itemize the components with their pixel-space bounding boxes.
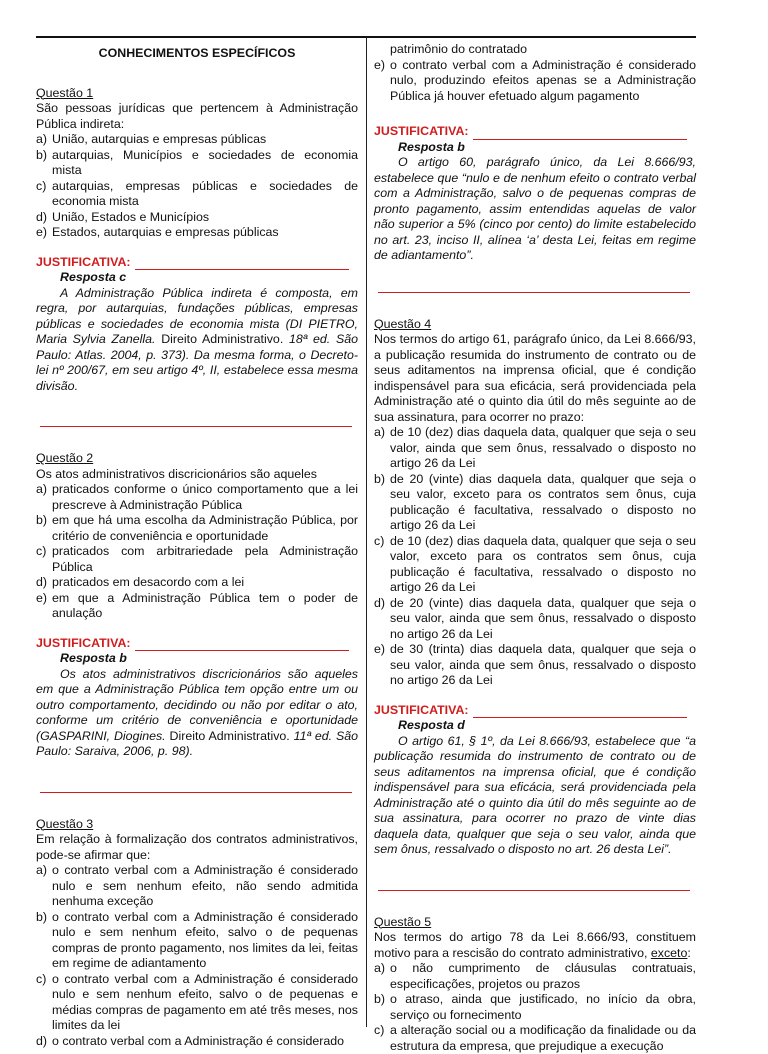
answer-label: Resposta d <box>374 718 696 734</box>
separator-rule <box>378 292 690 293</box>
option-d: d) de 20 (vinte) dias daquela data, qualquer que seja o seu valor, ainda que sem ônus, ressalvado o disposto no artigo 26 da Lei <box>374 596 696 643</box>
right-column <box>374 42 696 1054</box>
question-title: Questão 2 <box>36 451 358 467</box>
question-2 <box>36 451 358 760</box>
justification-text: O artigo 61, § 1º, da Lei 8.666/93, estabelece que “a publicação resumida do instrumento de contrato ou de seus aditamentos na imprensa oficial, que é condição indispensável para sua eficácia, será providenciada pela Administração até o quinto dia útil do mês seguinte ao de sua assinatura, para ocorrer no prazo de vinte dias daquela data, qualquer que seja o seu valor, ainda que sem ônus, ressalvado o disposto no art. 26 desta Lei”. <box>374 734 696 858</box>
question-3-continued <box>374 42 696 264</box>
option-d: d) praticados em desacordo com a lei <box>36 575 358 591</box>
option-d: d) o contrato verbal com a Administração é considerado <box>36 1034 358 1050</box>
option-b: b) de 20 (vinte) dias daquela data, qualquer que seja o seu valor, exceto para os contratos sem ônus, cuja publicação é facultativa, ressalvado o disposto no artigo 26 da Lei <box>374 472 696 534</box>
option-e: e) o contrato verbal com a Administração é considerado nulo, produzindo efeitos apenas se a Administração Pública já houver efetuado algum pagamento <box>374 58 696 105</box>
section-title: CONHECIMENTOS ESPECÍFICOS <box>36 46 358 62</box>
justification-text: Os atos administrativos discricionários são aqueles em que a Administração Pública tem opção entre um ou outro comportamento, decidindo ou não por editar o ato, conforme um critério de conveniência e oportunidade (GASPARINI, Diogines. Direito Administrativo. 11ª ed. São Paulo: Saraiva, 2006, p. 98). <box>36 667 358 760</box>
justificativa-heading: JUSTIFICATIVA: <box>36 636 358 652</box>
question-stem: Nos termos do artigo 78 da Lei 8.666/93, constituem motivo para a rescisão do contrato administrativo, exceto: <box>374 930 696 961</box>
question-stem: Os atos administrativos discricionários são aqueles <box>36 467 358 483</box>
justification-text: O artigo 60, parágrafo único, da Lei 8.666/93, estabelece que “nulo e de nenhum efeito o contrato verbal com a Administração, salvo o de pequenas compras de pronto pagamento, assim entendidas aquelas de valor não superior a 5% (cinco por cento) do limite estabelecido no art. 23, inciso II, alínea ‘a’ desta Lei, feitas em regime de adiantamento”. <box>374 155 696 264</box>
justificativa-heading: JUSTIFICATIVA: <box>36 255 358 271</box>
option-c: c) autarquias, empresas públicas e sociedades de economia mista <box>36 179 358 210</box>
option-c: c) o contrato verbal com a Administração é considerado nulo e sem nenhum efeito, salvo o de pequenas e médias compras de pagamento em até três meses, nos limites da lei <box>36 972 358 1034</box>
option-a: a) União, autarquias e empresas públicas <box>36 132 358 148</box>
question-stem: São pessoas jurídicas que pertencem à Administração Pública indireta: <box>36 101 358 132</box>
option-b: b) o contrato verbal com a Administração é considerado nulo e sem nenhum efeito, salvo o de pequenas compras de pronto pagamento, nos limites da lei, feitas em regime de adiantamento <box>36 910 358 972</box>
option-b: b) autarquias, Municípios e sociedades de economia mista <box>36 148 358 179</box>
justificativa-heading: JUSTIFICATIVA: <box>374 703 696 719</box>
question-5 <box>374 915 696 1054</box>
option-b: b) o atraso, ainda que justificado, no início da obra, serviço ou fornecimento <box>374 992 696 1023</box>
question-3 <box>36 817 358 1050</box>
answer-label: Resposta b <box>36 651 358 667</box>
option-a: a) de 10 (dez) dias daquela data, qualquer que seja o seu valor, ainda que sem ônus, ressalvado o disposto no artigo 26 da Lei <box>374 425 696 472</box>
separator-rule <box>378 890 690 891</box>
question-title: Questão 1 <box>36 86 358 102</box>
option-d: d) União, Estados e Municípios <box>36 210 358 226</box>
question-4 <box>374 317 696 858</box>
separator-rule <box>40 426 352 427</box>
left-column <box>36 42 358 1049</box>
option-a: a) praticados conforme o único comportamento que a lei prescreve à Administração Pública <box>36 482 358 513</box>
answer-label: Resposta c <box>36 270 358 286</box>
option-a: a) o contrato verbal com a Administração é considerado nulo e sem nenhum efeito, não sendo admitida nenhuma exceção <box>36 863 358 910</box>
question-1 <box>36 86 358 395</box>
option-e: e) em que a Administração Pública tem o poder de anulação <box>36 591 358 622</box>
question-title: Questão 5 <box>374 915 696 931</box>
question-title: Questão 4 <box>374 317 696 333</box>
option-c: c) a alteração social ou a modificação da finalidade ou da estrutura da empresa, que prejudique a execução <box>374 1023 696 1054</box>
column-divider <box>366 37 367 1027</box>
option-a: a) o não cumprimento de cláusulas contratuais, especificações, projetos ou prazos <box>374 961 696 992</box>
question-title: Questão 3 <box>36 817 358 833</box>
option-b: b) em que há uma escolha da Administração Pública, por critério de conveniência e oportunidade <box>36 513 358 544</box>
answer-label: Resposta b <box>374 140 696 156</box>
option-e: e) de 30 (trinta) dias daquela data, qualquer que seja o seu valor, ainda que sem ônus, ressalvado o disposto no artigo 26 da Lei <box>374 642 696 689</box>
option-e: e) Estados, autarquias e empresas públicas <box>36 225 358 241</box>
question-stem: Nos termos do artigo 61, parágrafo único, da Lei 8.666/93, a publicação resumida do instrumento de contrato ou de seus aditamentos na imprensa oficial, que é condição indispensável para sua eficácia, será providenciada pela Administração até o quinto dia útil do mês seguinte ao de sua assinatura, para ocorrer no prazo: <box>374 332 696 425</box>
question-stem: Em relação à formalização dos contratos administrativos, pode-se afirmar que: <box>36 832 358 863</box>
option-c: c) de 10 (dez) dias daquela data, qualquer que seja o seu valor, exceto para os contratos sem ônus, cuja publicação é facultativa, ressalvado o disposto no artigo 26 da Lei <box>374 534 696 596</box>
separator-rule <box>40 792 352 793</box>
justification-text: A Administração Pública indireta é composta, em regra, por autarquias, fundações públicas, empresas públicas e sociedades de economia mista (DI PIETRO, Maria Sylvia Zanella. Direito Administrativo. 18ª ed. São Paulo: Atlas. 2004, p. 373). Da mesma forma, o Decreto-lei nº 200/67, em seu artigo 4º, II, estabelece essa mesma divisão. <box>36 286 358 395</box>
option-c: c) praticados com arbitrariedade pela Administração Pública <box>36 544 358 575</box>
justificativa-heading: JUSTIFICATIVA: <box>374 124 696 140</box>
option-d-continued: patrimônio do contratado <box>374 42 696 58</box>
